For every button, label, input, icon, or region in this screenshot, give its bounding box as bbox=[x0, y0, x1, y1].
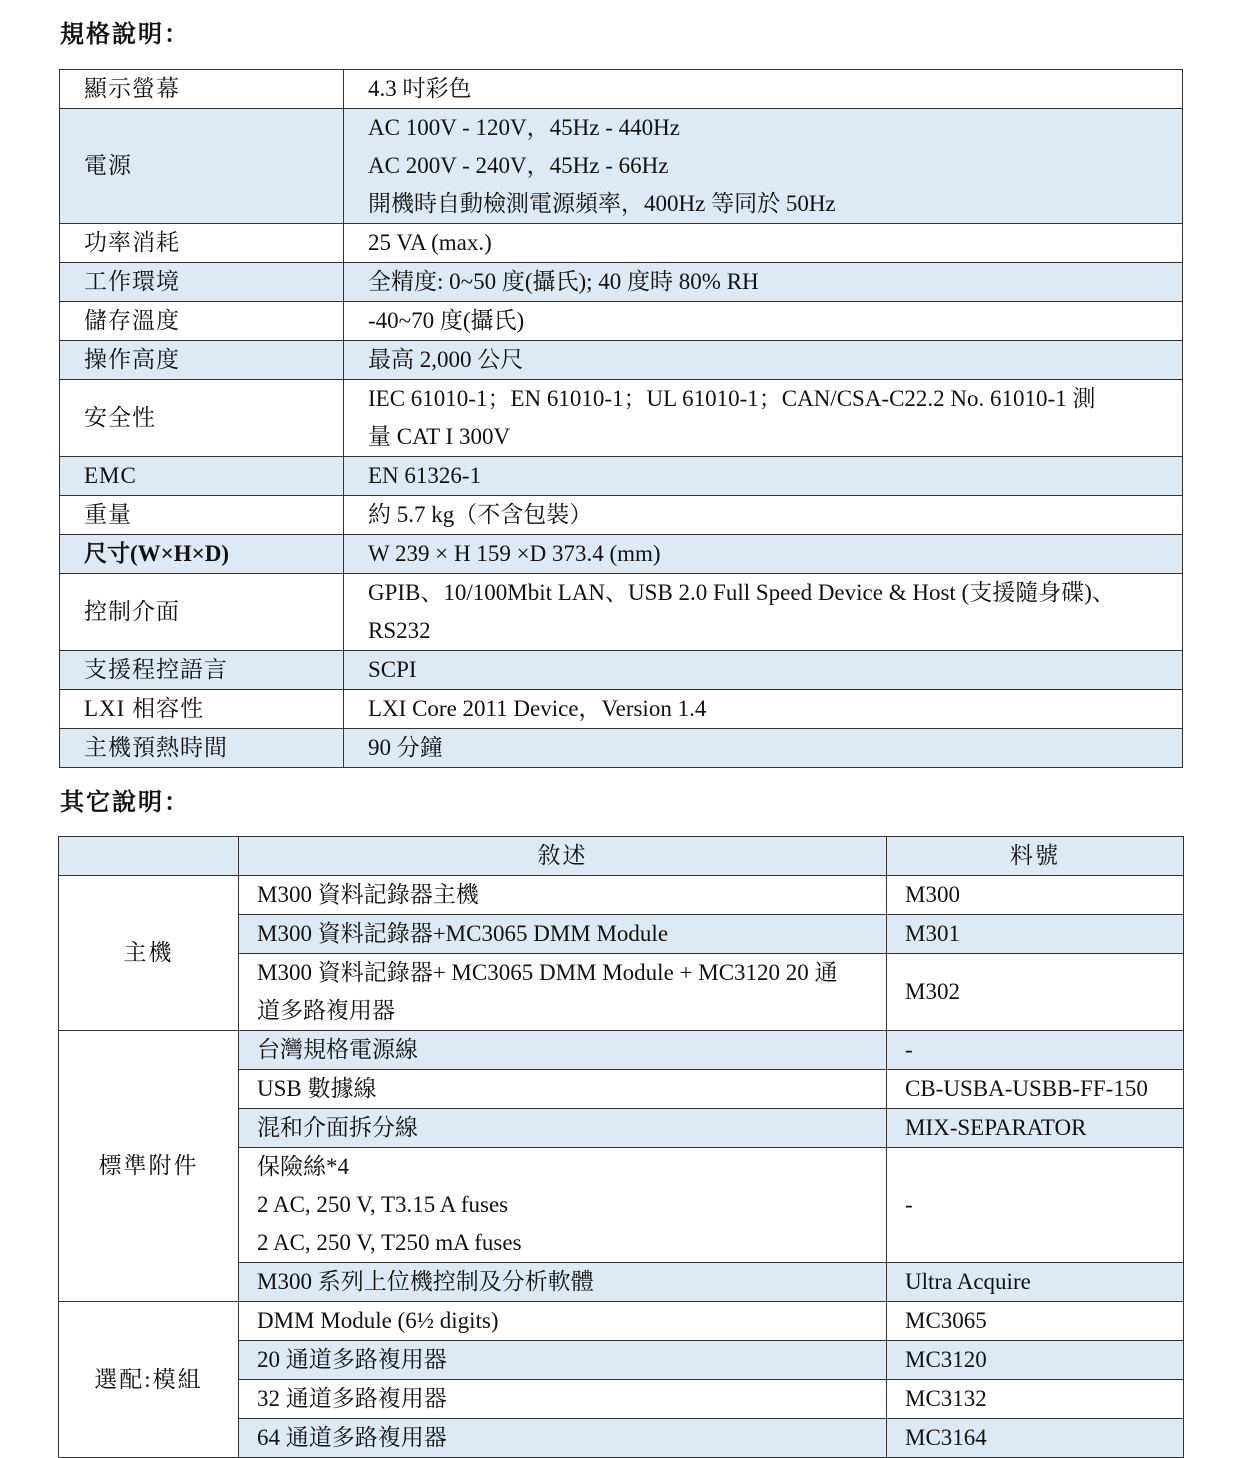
other-info-table bbox=[58, 836, 1184, 1458]
spec-value bbox=[344, 302, 1183, 341]
spec-value-line: 約 5.7 kg（不含包裝） bbox=[368, 502, 593, 527]
description-line: USB 數據線 bbox=[257, 1076, 377, 1101]
spec-value bbox=[344, 263, 1183, 302]
spec-value bbox=[344, 109, 1183, 224]
header-description: 敘述 bbox=[239, 837, 887, 876]
spec-table bbox=[59, 69, 1183, 768]
spec-label: 功率消耗 bbox=[60, 224, 344, 263]
spec-value-line: 全精度: 0~50 度(攝氏); 40 度時 80% RH bbox=[368, 269, 759, 294]
spec-label: 支援程控語言 bbox=[60, 651, 344, 690]
other-header-row bbox=[59, 837, 1184, 876]
spec-value bbox=[344, 341, 1183, 380]
spec-row bbox=[60, 380, 1183, 457]
spec-label: EMC bbox=[60, 457, 344, 496]
item-description bbox=[239, 1031, 887, 1070]
description-line: 保險絲*4 bbox=[257, 1154, 349, 1179]
spec-value bbox=[344, 729, 1183, 768]
item-description bbox=[239, 954, 887, 1031]
spec-label: 安全性 bbox=[60, 380, 344, 457]
spec-value-line: 90 分鐘 bbox=[368, 735, 443, 760]
spec-row bbox=[60, 496, 1183, 535]
spec-label: 重量 bbox=[60, 496, 344, 535]
spec-value bbox=[344, 574, 1183, 651]
group-label: 主機 bbox=[59, 876, 239, 1031]
spec-value-line: 量 CAT I 300V bbox=[368, 424, 511, 449]
spec-value-line: EN 61326-1 bbox=[368, 463, 482, 488]
spec-value-line: 25 VA (max.) bbox=[368, 230, 492, 255]
spec-value bbox=[344, 496, 1183, 535]
description-line: 32 通道多路複用器 bbox=[257, 1386, 447, 1411]
spec-value bbox=[344, 224, 1183, 263]
spec-value bbox=[344, 690, 1183, 729]
group-label: 選配:模組 bbox=[59, 1302, 239, 1458]
item-part-number: MC3120 bbox=[887, 1341, 1184, 1380]
spec-value-line: GPIB、10/100Mbit LAN、USB 2.0 Full Speed Device & Host (支援隨身碟)、 bbox=[368, 580, 1115, 605]
description-line: M300 資料記錄器+ MC3065 DMM Module + MC3120 20 通 bbox=[257, 960, 838, 985]
spec-value bbox=[344, 651, 1183, 690]
spec-label: 儲存溫度 bbox=[60, 302, 344, 341]
spec-row bbox=[60, 109, 1183, 224]
item-description bbox=[239, 1109, 887, 1148]
spec-value-line: IEC 61010-1；EN 61010-1；UL 61010-1；CAN/CSA-C22.2 No. 61010-1 測 bbox=[368, 386, 1096, 411]
spec-label: 控制介面 bbox=[60, 574, 344, 651]
other-row bbox=[59, 1302, 1184, 1341]
group-label: 標準附件 bbox=[59, 1031, 239, 1302]
spec-row bbox=[60, 302, 1183, 341]
description-line: 混和介面拆分線 bbox=[257, 1115, 418, 1140]
spec-label: 電源 bbox=[60, 109, 344, 224]
item-description bbox=[239, 1380, 887, 1419]
spec-value-line: 最高 2,000 公尺 bbox=[368, 347, 524, 372]
spec-row bbox=[60, 457, 1183, 496]
spec-row bbox=[60, 70, 1183, 109]
spec-value-line: AC 100V - 120V，45Hz - 440Hz bbox=[368, 115, 680, 140]
header-part-number: 料號 bbox=[887, 837, 1184, 876]
item-description bbox=[239, 1263, 887, 1302]
item-part-number: - bbox=[887, 1148, 1184, 1263]
description-line: 20 通道多路複用器 bbox=[257, 1347, 447, 1372]
spec-row bbox=[60, 574, 1183, 651]
spec-label: 操作高度 bbox=[60, 341, 344, 380]
spec-row bbox=[60, 729, 1183, 768]
spec-value-line: SCPI bbox=[368, 657, 417, 682]
description-line: M300 系列上位機控制及分析軟體 bbox=[257, 1269, 594, 1294]
item-part-number: - bbox=[887, 1031, 1184, 1070]
description-line: 64 通道多路複用器 bbox=[257, 1425, 447, 1450]
other-row bbox=[59, 876, 1184, 915]
spec-value-line: W 239 × H 159 ×D 373.4 (mm) bbox=[368, 541, 661, 566]
spec-label: 工作環境 bbox=[60, 263, 344, 302]
spec-label: 顯示螢幕 bbox=[60, 70, 344, 109]
description-line: 2 AC, 250 V, T3.15 A fuses bbox=[257, 1192, 509, 1217]
spec-value bbox=[344, 457, 1183, 496]
spec-value-line: RS232 bbox=[368, 618, 431, 643]
item-part-number: MC3132 bbox=[887, 1380, 1184, 1419]
spec-label: 主機預熱時間 bbox=[60, 729, 344, 768]
item-description bbox=[239, 1070, 887, 1109]
description-line: DMM Module (6½ digits) bbox=[257, 1308, 499, 1333]
spec-label: LXI 相容性 bbox=[60, 690, 344, 729]
spec-heading: 規格說明： bbox=[60, 20, 190, 48]
item-description bbox=[239, 1419, 887, 1458]
spec-value-line: 開機時自動檢測電源頻率，400Hz 等同於 50Hz bbox=[368, 191, 836, 216]
spec-value bbox=[344, 535, 1183, 574]
item-description bbox=[239, 1148, 887, 1263]
item-part-number: Ultra Acquire bbox=[887, 1263, 1184, 1302]
description-line: M300 資料記錄器主機 bbox=[257, 882, 479, 907]
item-part-number: M300 bbox=[887, 876, 1184, 915]
description-line: 2 AC, 250 V, T250 mA fuses bbox=[257, 1230, 522, 1255]
item-part-number: M301 bbox=[887, 915, 1184, 954]
spec-row bbox=[60, 263, 1183, 302]
header-group bbox=[59, 837, 239, 876]
spec-row bbox=[60, 651, 1183, 690]
item-description bbox=[239, 915, 887, 954]
spec-label: 尺寸(W×H×D) bbox=[60, 535, 344, 574]
item-description bbox=[239, 1341, 887, 1380]
spec-row bbox=[60, 535, 1183, 574]
spec-row bbox=[60, 224, 1183, 263]
item-part-number: M302 bbox=[887, 954, 1184, 1031]
spec-row bbox=[60, 341, 1183, 380]
other-row bbox=[59, 1031, 1184, 1070]
spec-value-line: -40~70 度(攝氏) bbox=[368, 308, 525, 333]
spec-value-line: AC 200V - 240V，45Hz - 66Hz bbox=[368, 153, 669, 178]
other-heading: 其它說明： bbox=[60, 788, 190, 816]
item-description bbox=[239, 876, 887, 915]
item-part-number: CB-USBA-USBB-FF-150 bbox=[887, 1070, 1184, 1109]
item-part-number: MC3164 bbox=[887, 1419, 1184, 1458]
item-description bbox=[239, 1302, 887, 1341]
spec-value bbox=[344, 70, 1183, 109]
description-line: 台灣規格電源線 bbox=[257, 1037, 418, 1062]
spec-value bbox=[344, 380, 1183, 457]
description-line: 道多路複用器 bbox=[257, 998, 395, 1023]
spec-value-line: 4.3 吋彩色 bbox=[368, 76, 472, 101]
item-part-number: MC3065 bbox=[887, 1302, 1184, 1341]
spec-row bbox=[60, 690, 1183, 729]
spec-value-line: LXI Core 2011 Device，Version 1.4 bbox=[368, 696, 707, 721]
item-part-number: MIX-SEPARATOR bbox=[887, 1109, 1184, 1148]
description-line: M300 資料記錄器+MC3065 DMM Module bbox=[257, 921, 669, 946]
